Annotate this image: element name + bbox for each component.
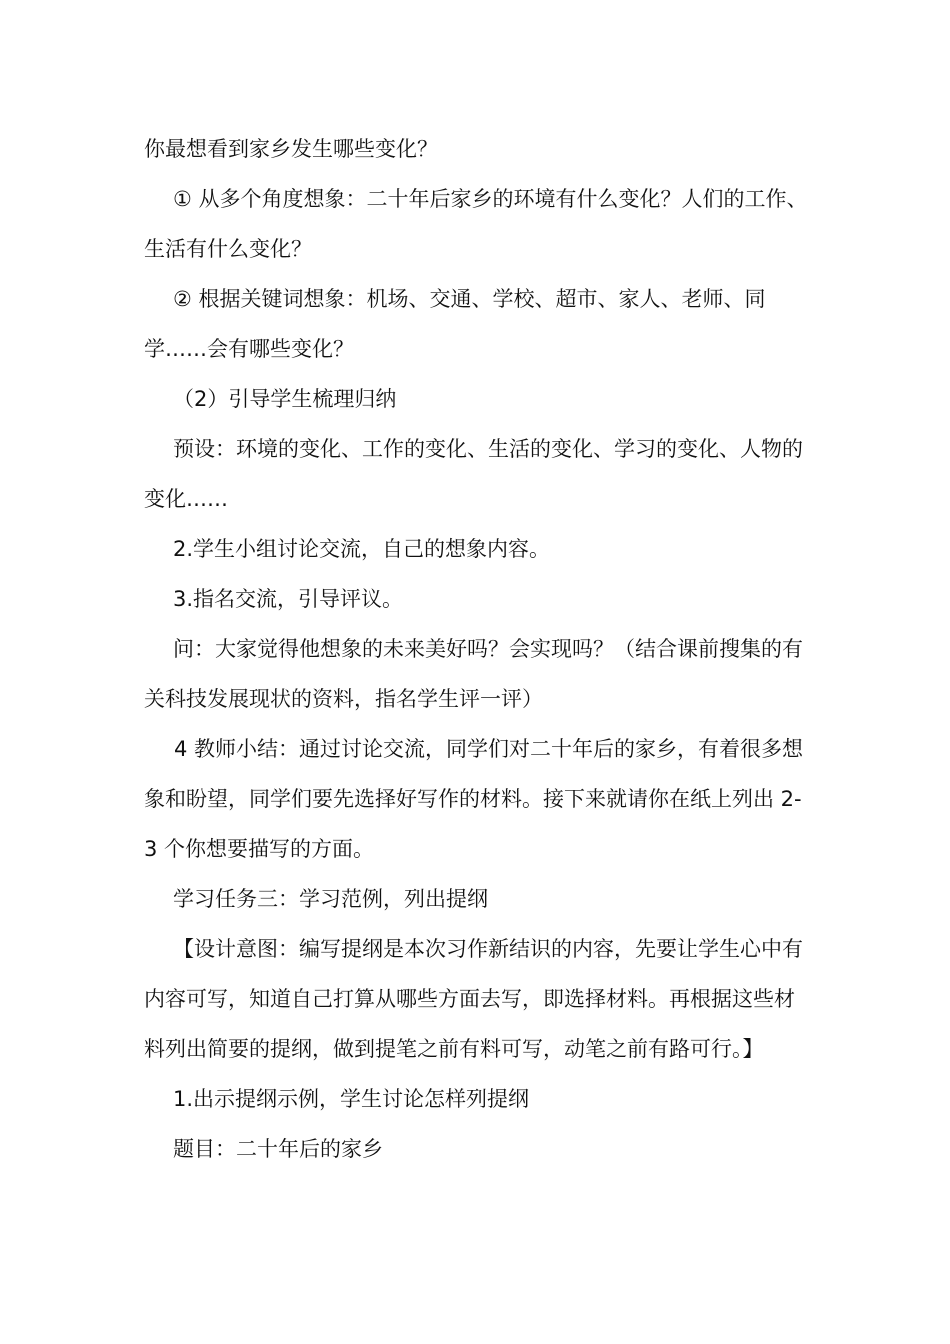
- paragraph-design-intent: 【设计意图：编写提纲是本次习作新结识的内容，先要让学生心中有内容可写，知道自己打算从哪些方面去写，即选择材料。再根据这些材料列出简要的提纲，做到提笔之前有料可写，动笔之前有路可行。】: [144, 937, 803, 1061]
- paragraph-keyword-imagination: ② 根据关键词想象：机场、交通、学校、超市、家人、老师、同学……会有哪些变化？: [144, 287, 766, 361]
- paragraph-named-exchange: 3.指名交流，引导评议。: [173, 587, 404, 611]
- paragraph-preset: 预设：环境的变化、工作的变化、生活的变化、学习的变化、人物的变化……: [144, 437, 803, 511]
- paragraph-ask-future: 问：大家觉得他想象的未来美好吗？会实现吗？（结合课前搜集的有关科技发展现状的资料，指名学生评一评）: [144, 637, 803, 711]
- paragraph-group-discussion: 2.学生小组讨论交流，自己的想象内容。: [173, 537, 551, 561]
- paragraph-angle-imagination: ① 从多个角度想象：二十年后家乡的环境有什么变化？人们的工作、生活有什么变化？: [144, 187, 808, 261]
- document-body: [144, 124, 808, 1174]
- paragraph-guide-summary: （2）引导学生梳理归纳: [173, 387, 397, 411]
- paragraph-task-three: 学习任务三：学习范例，列出提纲: [173, 887, 488, 911]
- paragraph-title: 题目：二十年后的家乡: [173, 1137, 383, 1161]
- paragraph-question-intro: 你最想看到家乡发生哪些变化？: [144, 137, 438, 161]
- paragraph-teacher-summary: 4 教师小结：通过讨论交流，同学们对二十年后的家乡，有着很多想象和盼望，同学们要先选择好写作的材料。接下来就请你在纸上列出 2-3 个你想要描写的方面。: [144, 737, 804, 861]
- paragraph-outline-example: 1.出示提纲示例，学生讨论怎样列提纲: [173, 1087, 530, 1111]
